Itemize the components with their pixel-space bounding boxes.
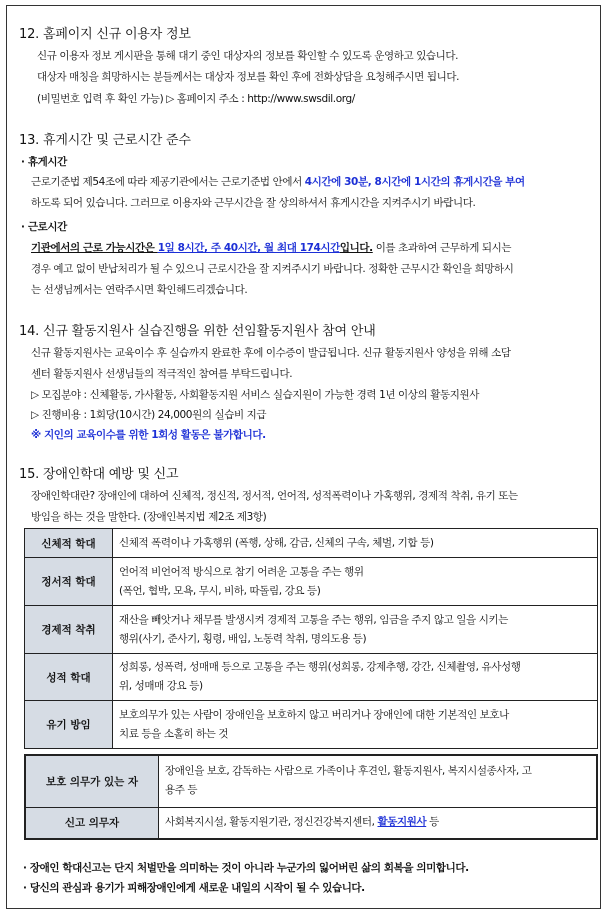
duty-highlight: 활동지원사 xyxy=(377,816,427,829)
duty-label: 보호 의무가 있는 자 xyxy=(25,755,159,807)
work-text: 이를 초과하여 근무하게 되시는 xyxy=(372,242,512,254)
abuse-label: 정서적 학대 xyxy=(25,558,113,606)
section-15-line: 장애인학대란? 장애인에 대하여 신체적, 정신적, 정서적, 언어적, 성적폭력이나 가혹행위, 경제적 착취, 유기 또는 xyxy=(31,490,518,502)
section-15-title: 15. 장애인학대 예방 및 신고 xyxy=(19,467,179,482)
section-12-title: 12. 홈페이지 신규 이용자 정보 xyxy=(19,27,191,42)
footer-note: ∙ 당신의 관심과 용기가 피해장애인에게 새로운 내일의 시작이 될 수 있습니다. xyxy=(23,882,365,894)
work-text-bold: 입니다. xyxy=(339,242,373,254)
work-time-line: 경우 예고 없이 반납처리가 될 수 있으니 근로시간을 잘 지켜주시기 바랍니다. 정확한 근무시간 확인을 희망하시 xyxy=(31,263,514,275)
table-row xyxy=(25,654,598,701)
abuse-desc: 신체적 폭력이나 가혹행위 (폭행, 상해, 감금, 신체의 구속, 체벌, 기합 등) xyxy=(113,529,598,558)
section-14-line: 센터 활동지원사 선생님들의 적극적인 참여를 부탁드립니다. xyxy=(31,368,293,380)
abuse-desc: 재산을 빼앗거나 채무를 발생시켜 경제적 고통을 주는 행위, 임금을 주지 않고 일을 시키는 행위(사기, 준사기, 횡령, 배임, 노동력 착취, 명의도용 등) xyxy=(113,606,598,654)
section-12-line: 신규 이용자 정보 게시판을 통해 대기 중인 대상자의 정보를 확인할 수 있도록 운영하고 있습니다. xyxy=(37,50,459,62)
table-row xyxy=(25,807,597,839)
rest-text: 근로기준법 제54조에 따라 제공기관에서는 근로기준법 안에서 xyxy=(31,176,305,188)
abuse-desc: 언어적 비언어적 방식으로 참기 어려운 고통을 주는 행위 (폭언, 협박, 모욕, 무시, 비하, 따돌림, 강요 등) xyxy=(113,558,598,606)
abuse-label: 신체적 학대 xyxy=(25,529,113,558)
section-13-title: 13. 휴게시간 및 근로시간 준수 xyxy=(19,133,191,148)
section-12-line: 대상자 매칭을 희망하시는 분들께서는 대상자 정보를 확인 후에 전화상담을 요청해주시면 됩니다. xyxy=(37,71,460,83)
section-12-homepage[interactable]: (비밀번호 입력 후 확인 가능) ▷ 홈페이지 주소 : http://www.swsdil.org/ xyxy=(37,93,355,105)
abuse-label: 성적 학대 xyxy=(25,654,113,701)
abuse-desc: 성희롱, 성폭력, 성매매 등으로 고통을 주는 행위(성희롱, 강제추행, 강간, 신체촬영, 유사성행 위, 성매매 강요 등) xyxy=(113,654,598,701)
work-time-heading: ∙ 근로시간 xyxy=(21,221,67,233)
abuse-desc: 보호의무가 있는 사람이 장애인을 보호하지 않고 버리거나 장애인에 대한 기본적인 보호나 치료 등을 소홀히 하는 것 xyxy=(113,701,598,749)
abuse-label: 유기 방임 xyxy=(25,701,113,749)
abuse-types-table xyxy=(24,528,598,749)
duty-label: 신고 의무자 xyxy=(25,807,159,839)
table-row xyxy=(25,701,598,749)
rest-time-heading: ∙ 휴게시간 xyxy=(21,156,67,168)
duty-table xyxy=(24,754,598,840)
rest-highlight: 4시간에 30분, 8시간에 1시간의 휴게시간을 부여 xyxy=(304,176,525,188)
table-row xyxy=(25,755,597,807)
rest-time-line: 하도록 되어 있습니다. 그러므로 이용자와 근무시간을 잘 상의하셔서 휴게시간을 지켜주시기 바랍니다. xyxy=(31,197,476,209)
table-row xyxy=(25,606,598,654)
duty-desc: 사회복지시설, 활동지원기관, 정신건강복지센터, 활동지원사 등 xyxy=(159,807,598,839)
table-row xyxy=(25,529,598,558)
work-time-line xyxy=(31,240,511,255)
section-14-line: ▷ 모집분야 : 신체활동, 가사활동, 사회활동지원 서비스 실습지원이 가능한 경력 1년 이상의 활동지원사 xyxy=(31,389,479,401)
section-14-line: 신규 활동지원사는 교육이수 후 실습까지 완료한 후에 이수증이 발급됩니다. 신규 활동지원사 양성을 위해 소담 xyxy=(31,347,511,359)
section-15-line: 방임을 하는 것을 말한다. (장애인복지법 제2조 제3항) xyxy=(31,511,267,523)
work-highlight: 1일 8시간, 주 40시간, 월 최대 174시간 xyxy=(157,242,340,254)
work-time-line: 는 선생님께서는 연락주시면 확인해드리겠습니다. xyxy=(31,284,248,296)
newsletter-page xyxy=(6,5,601,909)
table-row xyxy=(25,558,598,606)
section-14-notice: ※ 지인의 교육이수를 위한 1회성 활동은 불가합니다. xyxy=(31,429,266,441)
footer-note: ∙ 장애인 학대신고는 단지 처벌만을 의미하는 것이 아니라 누군가의 잃어버린 삶의 회복을 의미합니다. xyxy=(23,862,469,874)
section-14-line: ▷ 진행비용 : 1회당(10시간) 24,000원의 실습비 지급 xyxy=(31,409,267,421)
rest-time-line xyxy=(31,174,525,189)
work-text-bold: 기관에서의 근로 가능시간은 xyxy=(31,242,158,254)
abuse-label: 경제적 착취 xyxy=(25,606,113,654)
duty-desc: 장애인을 보호, 감독하는 사람으로 가족이나 후견인, 활동지원사, 복지시설종사자, 고 용주 등 xyxy=(159,755,598,807)
section-14-title: 14. 신규 활동지원사 실습진행을 위한 선임활동지원사 참여 안내 xyxy=(19,324,376,339)
